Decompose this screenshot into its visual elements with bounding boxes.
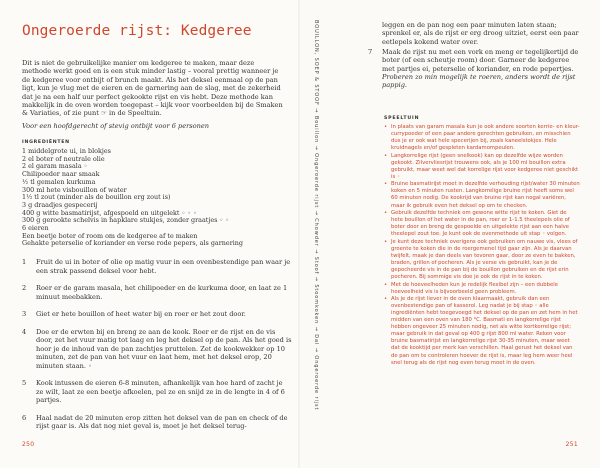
- ingredient-item: Gehakte peterselie of koriander en verse rode pepers, als garnering: [22, 240, 243, 248]
- ingredient-item: 1½ tl zout (minder als de bouillon erg zout is): [22, 194, 171, 202]
- ingredients-list: [22, 148, 284, 248]
- step-number: 5: [22, 379, 27, 387]
- speeltuin-item: • Als je de rijst liever in de oven klaarmaakt, gebruik dan een ovenbestendige pan of kasserol. Leg nadat je bij stap ◦ alle ingrediënten hebt toegevoegd het deksel op de pan en zet hem in het midden van een oven van 180 °C. Basmati en langkorrelige rijst hebben ongeveer 25 minuten nodig, net als witte kortkorrelige rijst; maar gebruik in dat geval op 400 g rijst 800 ml water. Reken voor bruine basmatirijst en langkorrelige rijst 30-35 minuten, maar weet dat de kooktijd per merk kan verschillen. Haal gerust het deksel van de pan om te controleren hoever de rijst is, maar leg hem weer heel snel terug als de rijst nog even terug moet in de oven.: [384, 296, 578, 366]
- bullet-icon: •: [384, 281, 388, 288]
- recipe-title: Ongeroerde rijst: Kedgeree: [22, 23, 252, 39]
- method-step: [22, 328, 292, 371]
- ingredient-item: Chilipoeder naar smaak: [22, 171, 100, 179]
- speeltuin-item: • Met de hoeveelheden kun je redelijk flexibel zijn – een dubbele hoeveelheid vis is bijvoorbeeld geen probleem.: [384, 281, 558, 295]
- bullet-icon: •: [384, 210, 388, 217]
- step-number: 7: [368, 48, 373, 56]
- ingredient-item: 1 middelgrote ui, in blokjes: [22, 148, 111, 155]
- step-text: Fruit de ui in boter of olie op matig vuur in een ovenbestendige pan waar je een strak passend deksel voor hebt.: [36, 258, 291, 275]
- step-number: 3: [22, 310, 27, 318]
- page-number-right: 251: [565, 441, 578, 448]
- ingredient-item: 6 eieren: [22, 225, 49, 233]
- step-text: Giet er hete bouillon of heet water bij en roer er het zout door.: [36, 310, 246, 318]
- page-number-left: 250: [22, 441, 35, 448]
- method-step: [22, 414, 292, 431]
- ingredient-item: ½ tl gemalen kurkuma: [22, 178, 96, 186]
- step-number: 1: [22, 258, 27, 266]
- ingredients-heading: INGREDIËNTEN: [22, 140, 70, 145]
- speeltuin-list: [384, 124, 580, 367]
- bullet-icon: •: [384, 296, 388, 303]
- bullet-icon: •: [384, 124, 388, 130]
- method-step: [22, 284, 292, 301]
- step-text: Maak de rijst nu met een vork en meng er tegelijkertijd de boter (of een scheutje room) door. Garneer de kedgeree met partjes ei, peterselie of koriander, en rode pepertjes.: [382, 48, 579, 73]
- speeltuin-item: • Langkorrelige rijst (geen snelkook) kan op dezelfde wijze worden gekookt. Zilvervliesrijst trouwens ook, als je 100 ml bouillon extra gebruikt, maar weet wel dat korrelige rijst voor kedgeree niet geschikt is ◦: [384, 152, 579, 180]
- bullet-icon: •: [384, 152, 388, 159]
- method-step: [22, 258, 292, 275]
- tip-note: Proberen zo min mogelijk te roeren, anders wordt de rijst pappig.: [382, 73, 576, 90]
- ingredient-item: Een beetje boter of room om de kedgeree af te maken: [22, 232, 198, 240]
- step-text: Doe er de erwten bij en breng ze aan de kook. Roer er de rijst en de vis door, zet het vuur matig tot laag en leg het deksel op de pan. Als het goed is hoor je de inhoud van de pan zachtjes pruttelen. Zet de kookwekker op 10 minuten, zet de pan van het vuur en laat hem, met het deksel erop, 20 minuten staan. ◦: [36, 327, 292, 370]
- method-step: [22, 379, 292, 405]
- recipe-intro: Dit is niet de gebruikelijke manier om kedgeree te maken, maar deze methode werkt goed en is een stuk minder lastig – vooral prettig wanneer je de kedgeree voor ontbijt of brunch maakt. Als het deksel eenmaal op de pan ligt, kun je vlug met de eieren en de garnering aan de slag, met de zekerheid dat je na een half uur perfect gekookte rijst en vis hebt. Deze methode kan makkelijk in de oven worden toegepast – kijk voor voorbeelden bij de Smaken & Variaties, of zie punt ☞ in de Speeltuin.: [22, 59, 283, 118]
- speeltuin-item: • Gebruik dezelfde techniek om gewone witte rijst te koken. Giet de hete bouillon of het water in de pan, roer er 1-1.5 theelepels olie of boter door en breng de gespoelde en uitgelekte rijst aan een halve theelepel zout toe. Je kunt ook de ovenmethode uit stap ◦ volgen.: [384, 210, 570, 238]
- serving-note: Voor een hoofdgerecht of stevig ontbijt voor 6 personen: [22, 122, 210, 130]
- speeltuin-item: • Bruine basmatirijst moet in dezelfde verhouding rijst/water 30 minuten koken en 5 minuten rusten. Langkorrelige bruine rijst heeft soms wel 60 minuten nodig. De kookrijd van bruine rijst kan nogal variëren, maar ik gebruik even het deksel op om te checken.: [384, 181, 580, 209]
- step-text: Kook intussen de eieren 6-8 minuten, afhankelijk van hoe hard of zacht je ze wilt, laat ze een beetje afkoelen, pel ze en snijd ze in de lengte in 4 of 6 partjes.: [36, 379, 285, 404]
- running-head: [313, 20, 322, 440]
- bullet-icon: •: [384, 238, 388, 245]
- step-text: Roer er de garam masala, het chilipoeder en de kurkuma door, en laat ze 1 minuut meebakken.: [36, 284, 288, 301]
- bullet-icon: •: [384, 181, 388, 188]
- step-number: 4: [22, 327, 27, 336]
- step-text: Haal nadat de 20 minuten erop zitten het deksel van de pan en check of de rijst gaar is. Als dat nog niet geval is, moet je het deksel terug-: [36, 413, 288, 430]
- speeltuin-heading: SPEELTUIN: [384, 116, 420, 121]
- ingredient-item: 3 g draadjes gespecerij: [22, 201, 98, 209]
- ingredient-item: 300 g gerookte schelvis in hapklare stukjes, zonder graatjes ◦ ◦: [22, 217, 230, 225]
- step-number: 6: [22, 413, 27, 422]
- step-number: 2: [22, 284, 27, 292]
- ingredient-item: 2 el boter of neutrale olie: [22, 155, 105, 163]
- method-steps: [22, 258, 292, 431]
- ingredient-item: 300 ml hete visbouillon of water: [22, 186, 127, 194]
- step-continuation: leggen en de pan nog een paar minuten laten staan; sprenkel er, als de rijst er erg droog uitziet, eerst een paar eetlepels kokend water over.: [382, 21, 579, 46]
- speeltuin-item: • In plaats van garam masala kun je ook andere soorten kerrie- en kleur-currypoeder of een paar andere gerechten gebruiken, en misschien dus je er ook wat hele specerijen bij, zoals kaneelstokjes. Hele kruidnagels en/of gespleten kardamompeulen.: [384, 124, 580, 152]
- ingredient-item: 2 el garam masala ◦: [22, 163, 88, 171]
- running-head-text: BOUILLON, SOEP & STOOF → Bouillon → Ongeroerde rijst → Chowder → Stoof → Stoomkoken → Dal → Ongeroerde rijst: [313, 20, 319, 411]
- method-step: [368, 48, 582, 73]
- method-step: [22, 310, 292, 319]
- speeltuin-item: • Je kunt deze techniek overigens ook gebruiken om nauwe vis, vlees of groente te koken die in de roergemenel tijd gaar zijn. Als je daarvan twijfelt, maak je dan deels van tevoren gaar, door ze even te bakken, braden, grillen of pocheren. Als je verse vis gebruikt, kan je de gepocheerde vis in de pan bij de bouillon gebruiken en de rijst erin pocheren. Bij sommige vis doe je ook de rijst in te koken.: [384, 238, 578, 280]
- ingredient-item: 400 g witte basmatirijst, afgespoeld en uitgelekt ◦ ◦ ◦: [22, 209, 197, 217]
